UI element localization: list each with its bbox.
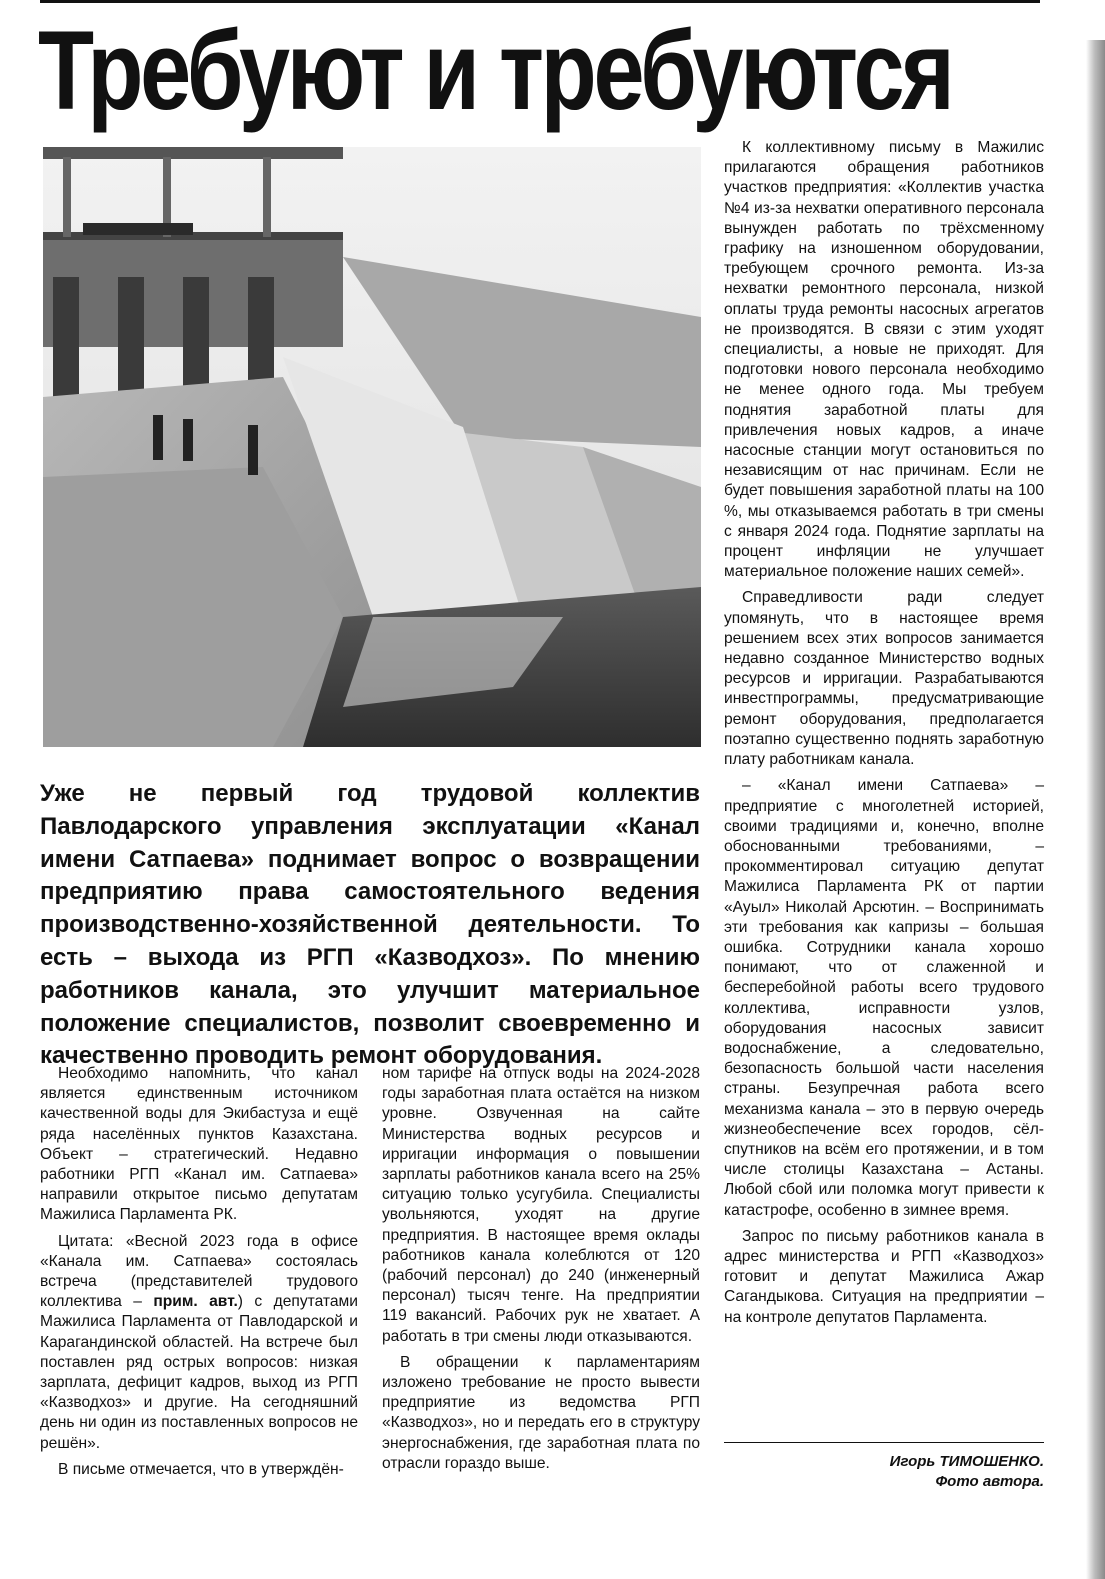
article-column-left [40,1064,358,1504]
photo-credit: Фото автора. [935,1473,1044,1490]
article-photo [43,147,701,747]
paragraph: В письме отмечается, что в утверждён- [58,1460,344,1478]
paragraph-quote [40,1232,358,1454]
lead-paragraph: Уже не первый год трудовой коллектив Павлодарского управления эксплуатации «Канал имени Сатпаева» поднимает вопрос о возвращении предприятию права самостоятельного ведения производственно-хозяйственной деятельности. То есть – выхода из РГП «Казводхоз». По мнению работников канала, это улучшит материальное положение специалистов, позволит своевременно и качественно проводить ремонт оборудования. [40,780,700,1070]
paragraph: В обращении к парламентариям изложено требование не просто вывести предприятие из ведомства РГП «Казводхоз», но и передать его в структуру энергоснабжения, где заработная плата по отрасли гораздо выше. [382,1353,700,1472]
byline-divider [724,1442,1044,1443]
headline: Требуют и требуются [38,8,952,133]
paragraph: Справедливости ради следует упомянуть, что в настоящее время решением всех этих вопросов занимается недавно созданное Министерство водных ресурсов и ирригации. Разрабатываются инвестпрограммы, предусматривающие ремонт оборудования, предполагается поэтапно существенно поднять заработную плату работникам канала. [724,589,1044,769]
byline [724,1452,1044,1492]
article-column-right [724,138,1044,1328]
author-note: прим. авт. [153,1293,238,1311]
paragraph: К коллективному письму в Мажилис прилагаются обращения работников участков предприятия: «Коллектив участка №4 из-за нехватки оперативного персонала вынужден работать по трёхсменному графику на изношенном оборудовании, требующем срочного ремонта. Из-за нехватки ремонтного персонала, низкой оплаты труда ремонты насосных агрегатов не производятся. В связи с этим уходят специалисты, а новые не приходят. Для подготовки нового персонала необходимо не менее одного года. Мы требуем поднятия заработной платы для привлечения новых кадров, а иначе насосные станции могут остановиться по независящим от нас причинам. Если не будет повышения заработной платы на 100 %, мы отказываемся работать в три смены с января 2024 года. Поднятие зарплаты на процент инфляции не улучшает материальное положение наших семей». [724,139,1044,581]
quote-text-end: ) с депутатами Мажилиса Парламента от Павлодарской и Карагандинской областей. На встрече был поставлен ряд острых вопросов: низкая зарплата, дефицит кадров, выход из РГП «Казводхоз» и другие. На сегодняшний день ни один из поставленных вопросов не решён». [40,1293,358,1452]
paragraph: Запрос по письму работников канала в адрес министерства и РГП «Казводхоз» готовит и депутат Мажилиса Ажар Сагандыкова. Ситуация на предприятии – на контроле депутатов Парламента. [724,1227,1044,1326]
paragraph: Необходимо напомнить, что канал является единственным источником качественной воды для Экибастуза и ещё ряда населённых пунктов Казахстана. Объект – стратегический. Недавно работники РГП «Канал им. Сатпаева» направили открытое письмо депутатам Мажилиса Парламента РК. [40,1065,358,1224]
paragraph: – «Канал имени Сатпаева» – предприятие с многолетней историей, своими традициями и, конечно, вполне обоснованными требованиями, – прокомментировал ситуацию депутат Мажилиса Парламента РК от партии «Ауыл» Николай Арсютин. – Воспринимать эти требования как капризы – большая ошибка. Сотрудники канала хорошо понимают, что от слаженной и бесперебойной работы всего трудового коллектива, исправности узлов, оборудования насосных зависит водоснабжение, а следовательно, безопасность большой части населения страны. Безупречная работа всего механизма канала – это в первую очередь жизнеобеспечение всех городов, сёл-спутников на всём его протяжении, и в том числе столицы Казахстана – Астаны. Любой сбой или поломка могут привести к катастрофе, особенно в зимнее время. [724,777,1044,1219]
article-column-middle [382,1064,700,1504]
top-rule [40,0,1040,3]
author-name: Игорь ТИМОШЕНКО. [889,1453,1044,1470]
page-edge-shadow [1086,40,1105,1579]
paragraph: ном тарифе на отпуск воды на 2024-2028 годы заработная плата остаётся на низком уровне. Озвученная на сайте Министерства водных ресурсов и ирригации информация о повышении зарплаты работников канала всего на 25% ситуацию только усугубила. Специалисты увольняются, уходят на другие предприятия. В настоящее время оклады работников канала колеблются от 120 (рабочий персонал) до 240 (инженерный персонал) тысяч тенге. На предприятии 119 вакансий. Рабочих рук не хватает. А работать в три смены люди отказываются. [382,1065,700,1345]
quote-text-start: Цитата: «Весной 2023 года в офисе «Канала им. Сатпаева» состоялась встреча (представителей трудового коллектива – [40,1232,358,1311]
